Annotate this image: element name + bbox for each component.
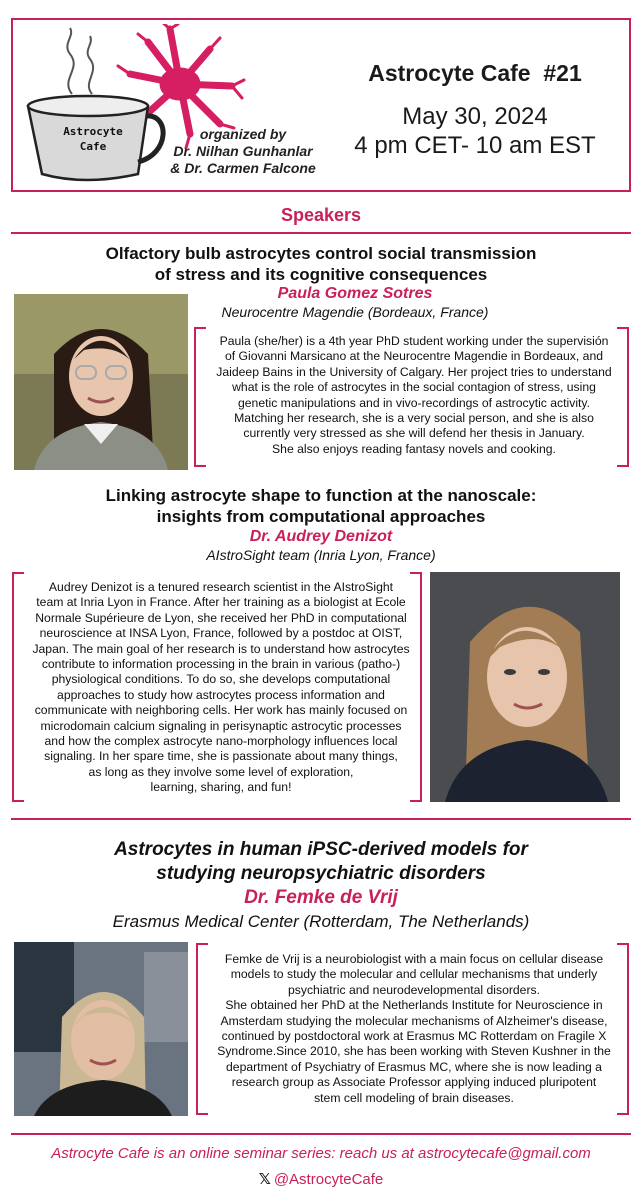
bio-line: models to study the molecular and cellular mechanisms that underly <box>230 967 598 982</box>
bio-line: Normale Supérieure de Lyon, she received her PhD in computational <box>35 610 407 625</box>
bio-line: Paula (she/her) is a 4th year PhD student working under the supervisión <box>219 334 609 348</box>
bio-line: contribute to information processing in the brain in various (patho-) <box>41 657 401 672</box>
talk-3-title <box>0 838 642 886</box>
event-datetime <box>330 102 620 160</box>
bio-line: Matching her research, she is a very social person, and she is also <box>234 411 594 426</box>
social-handle[interactable]: @AstrocyteCafe <box>273 1171 384 1188</box>
bio-line: stem cell modeling of brain diseases. <box>314 1090 514 1105</box>
event-time: 4 pm CET- 10 am EST <box>354 132 596 159</box>
footer-social[interactable] <box>0 1170 642 1188</box>
talk-3-affiliation: Erasmus Medical Center (Rotterdam, The Netherlands) <box>112 912 530 931</box>
x-logo-icon: 𝕏 <box>258 1171 271 1188</box>
organizer-2: & Dr. Carmen Falcone <box>170 160 316 176</box>
bio-line: Jaideep Bains in the University of Calgary. Her project tries to understand <box>216 364 612 379</box>
bio-line: She obtained her PhD at the Netherlands Institute for Neuroscience in <box>225 998 603 1013</box>
speakers-divider <box>11 232 631 234</box>
organizers <box>168 126 318 177</box>
footer-contact: Astrocyte Cafe is an online seminar series: reach us at astrocytecafe@gmail.com <box>51 1145 591 1162</box>
bio-line: continued by postdoctoral work at Erasmus MC Rotterdam on Fragile X <box>221 1029 607 1044</box>
organized-by-label: organized by <box>199 126 287 142</box>
speaker-1-photo <box>14 294 188 470</box>
talk-1-title <box>0 243 642 285</box>
bio-line: currently very stressed as she will defend her thesis in January. <box>243 426 585 441</box>
bio-line: and how the complex astrocyte nano-morphology influences local <box>44 734 398 749</box>
bio-line: Syndrome.Since 2010, she has been working with Steven Kushner in the <box>217 1044 611 1059</box>
bio-line: microdomain calcium signaling in perisynaptic astrocytic processes <box>40 718 402 733</box>
talk-2-affiliation: AIstroSight team (Inria Lyon, France) <box>206 547 436 563</box>
bio-line: team at Inria Lyon in France. After her training as a biologist at Ecole <box>36 595 406 610</box>
bio-line: Japan. The main goal of her research is to understand how astrocytes <box>32 641 410 656</box>
bio-line: Femke de Vrij is a neurobiologist with a main focus on cellular disease <box>224 952 604 966</box>
speakers-heading: Speakers <box>280 205 362 225</box>
bio-line: communicate with neighboring cells. Her work has mainly focused on <box>34 703 408 718</box>
talk-2-speaker: Dr. Audrey Denizot <box>249 528 393 545</box>
bio-line: signaling. In her spare time, she is passionate about many things, <box>44 749 398 764</box>
bio-line: of Giovanni Marsicano at the Neurocentre Magendie in Bordeaux, and <box>224 349 604 364</box>
event-title: Astrocyte Cafe #21 <box>368 60 582 86</box>
bio-line: genetic manipulations and in vivo-recordings of astrocytic activity. <box>237 395 591 410</box>
talk-3-bio-bracket-left <box>196 943 208 1115</box>
talk-1-title-line1: Olfactory bulb astrocytes control social transmission <box>105 244 537 263</box>
bio-line: physiological conditions. To do so, she develops computational <box>51 672 391 687</box>
talk-3-title-line2: studying neuropsychiatric disorders <box>156 863 486 884</box>
talk-2-title-line2: insights from computational approaches <box>156 507 486 526</box>
talk-1-title-line2: of stress and its cognitive consequences <box>154 265 488 284</box>
event-date: May 30, 2024 <box>402 103 548 130</box>
bio-line: She also enjoys reading fantasy novels and cooking. <box>272 441 556 456</box>
talk-2-title-line1: Linking astrocyte shape to function at the nanoscale: <box>105 486 537 505</box>
cup-label-line1: Astrocyte <box>63 125 123 138</box>
bio-line: Amsterdam studying the molecular mechanisms of Alzheimer's disease, <box>220 1013 608 1028</box>
bio-line: department of Psychiatry of Erasmus MC, where she is now leading a <box>226 1059 602 1074</box>
bio-line: as long as they involve some level of exploration, <box>88 764 354 779</box>
bio-line: neuroscience at INSA Lyon, France, followed by a postdoc at OIST, <box>39 626 403 641</box>
talk-1-bio-bracket-left <box>194 327 206 467</box>
bio-line: learning, sharing, and fun! <box>150 780 292 795</box>
talk-3-speaker: Dr. Femke de Vrij <box>244 887 398 908</box>
talk-3-bio <box>208 952 620 1106</box>
cup-label <box>48 124 138 154</box>
cup-label-line2: Cafe <box>79 140 107 153</box>
steam-icon <box>67 28 73 94</box>
talk-1-speaker: Paula Gomez Sotres <box>277 285 433 302</box>
talk-3-divider <box>11 818 631 820</box>
bio-line: psychiatric and neurodevelopmental disorders. <box>287 982 541 997</box>
footer-divider <box>11 1133 631 1135</box>
bio-line: approaches to study how astrocytes process information and <box>57 687 385 702</box>
talk-1-bio <box>208 334 620 457</box>
bio-line: Audrey Denizot is a tenured research scientist in the AIstroSight <box>48 580 394 594</box>
talk-3-title-line1: Astrocytes in human iPSC-derived models for <box>114 839 528 860</box>
bio-line: what is the role of astrocytes in the social contagion of stress, using <box>232 380 596 395</box>
talk-2-bio <box>22 580 420 796</box>
bio-line: research group as Associate Professor applying induced pluripotent <box>231 1075 597 1090</box>
organizer-1: Dr. Nilhan Gunhanlar <box>173 143 313 159</box>
talk-1-affiliation: Neurocentre Magendie (Bordeaux, France) <box>221 304 489 320</box>
speaker-2-photo <box>430 572 620 802</box>
talk-2-title <box>0 485 642 527</box>
speaker-3-photo <box>14 942 188 1116</box>
